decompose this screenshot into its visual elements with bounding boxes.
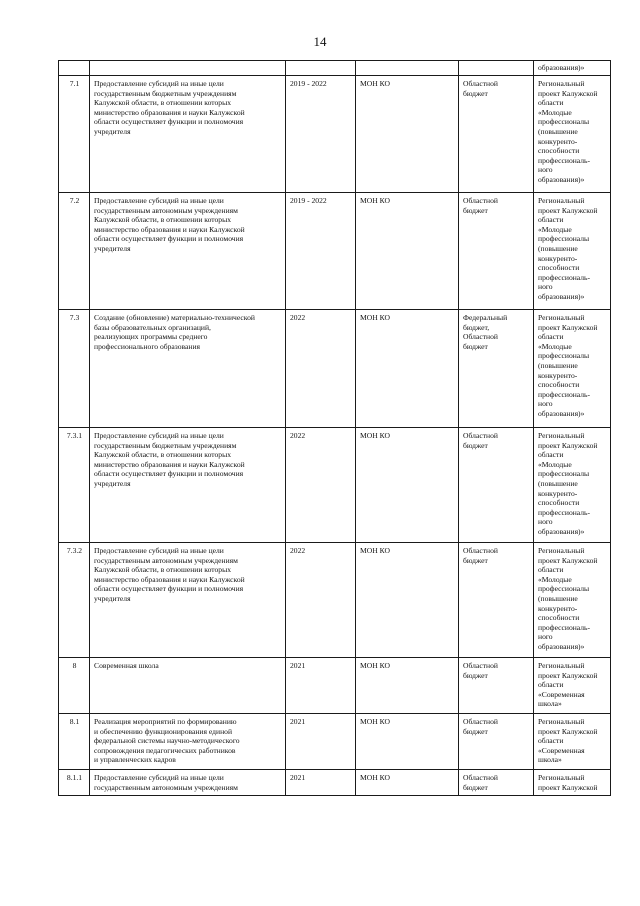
cell-project-line: способности — [538, 380, 580, 390]
cell-finance-line: Областной — [463, 332, 498, 342]
cell-text — [90, 310, 286, 428]
cell-text-line: Предоставление субсидий на иные цели — [94, 196, 224, 205]
cell-finance-line: Областной — [463, 717, 498, 726]
cell-project-line: конкуренто- — [538, 370, 578, 380]
cell-finance-line: Областной — [463, 431, 498, 440]
table-row — [59, 76, 611, 193]
cell-project — [534, 428, 611, 543]
cell-text-line: Современная школа — [94, 661, 159, 670]
cell-text-line: учредителя — [94, 243, 131, 253]
cell-text-line: области осуществляет функции и полномочия — [94, 234, 244, 244]
cell-project: образования)» — [534, 61, 611, 76]
cell-text-line: учредителя — [94, 478, 131, 488]
cell-project — [534, 310, 611, 428]
cell-finance — [459, 714, 534, 770]
cell-finance — [459, 193, 534, 310]
table-row — [59, 770, 611, 796]
cell-text-line: государственным бюджетным учреждениям — [94, 440, 237, 450]
cell-project-line: конкуренто- — [538, 603, 578, 613]
cell-project-line: (повышение — [538, 360, 578, 370]
cell-num: 7.2 — [59, 193, 90, 310]
table-row — [59, 714, 611, 770]
cell-project-line: конкуренто- — [538, 488, 578, 498]
cell-text — [90, 714, 286, 770]
cell-project-line: образования)» — [538, 174, 585, 184]
cell-years: 2022 — [286, 543, 356, 658]
cell-project-line: конкуренто- — [538, 136, 578, 146]
cell-project-line: школа» — [538, 699, 562, 709]
table-row — [59, 428, 611, 543]
cell-project — [534, 714, 611, 770]
cell-project-line: области — [538, 565, 564, 575]
cell-project-line: «Молодые — [538, 574, 572, 584]
cell-project — [534, 193, 611, 310]
cell-project-line: (повышение — [538, 593, 578, 603]
cell-finance — [459, 310, 534, 428]
cell-text — [90, 193, 286, 310]
cell-executor: МОН КО — [356, 770, 459, 796]
cell-project-line: проект Калужской — [538, 726, 598, 736]
cell-project-line: Региональный — [538, 79, 585, 88]
cell-project-line: проект Калужской — [538, 205, 598, 215]
cell-finance-line: бюджет, — [463, 322, 490, 332]
cell-years: 2019 - 2022 — [286, 193, 356, 310]
cell-finance — [459, 76, 534, 193]
cell-text — [90, 543, 286, 658]
cell-project-line: ного — [538, 282, 553, 292]
cell-num: 8 — [59, 658, 90, 714]
cell-text-line: области осуществляет функции и полномочия — [94, 469, 244, 479]
cell-years: 2019 - 2022 — [286, 76, 356, 193]
cell-text-line: профессионального образования — [94, 341, 201, 351]
cell-executor: МОН КО — [356, 543, 459, 658]
cell-project-line: профессиональ- — [538, 155, 591, 165]
cell-text-line: учредителя — [94, 126, 131, 136]
cell-text-line: сопровождения педагогических работников — [94, 745, 236, 755]
cell-project-line: (повышение — [538, 243, 578, 253]
cell-text-line: Калужской области, в отношении которых — [94, 98, 231, 108]
cell-finance-line: бюджет — [463, 88, 488, 98]
cell-executor: МОН КО — [356, 76, 459, 193]
cell-finance-line: Федеральный — [463, 313, 508, 322]
cell-text-line: государственным автономным учреждениям — [94, 555, 238, 565]
cell-project-line: Региональный — [538, 717, 585, 726]
cell-project-line: «Молодые — [538, 107, 572, 117]
cell-text-line: области осуществляет функции и полномочия — [94, 117, 244, 127]
cell-project-line: проект Калужской — [538, 782, 598, 792]
cell-project-line: образования)» — [538, 526, 585, 536]
measures-table — [58, 60, 611, 796]
cell-project-line: конкуренто- — [538, 253, 578, 263]
cell-project-line: Региональный — [538, 546, 585, 555]
cell-text — [90, 770, 286, 796]
cell-years: 2021 — [286, 714, 356, 770]
table-row — [59, 543, 611, 658]
table-row — [59, 658, 611, 714]
cell-num: 8.1 — [59, 714, 90, 770]
cell-project-line: проект Калужской — [538, 88, 598, 98]
cell-finance-line: бюджет — [463, 205, 488, 215]
cell-project-line: способности — [538, 498, 580, 508]
cell-project-line: профессиональ- — [538, 389, 591, 399]
cell-project-line: профессионалы — [538, 351, 590, 361]
cell-project — [534, 76, 611, 193]
cell-num: 8.1.1 — [59, 770, 90, 796]
cell-project-line: области — [538, 332, 564, 342]
cell-finance — [459, 543, 534, 658]
table-row — [59, 310, 611, 428]
cell-project-line: профессионалы — [538, 117, 590, 127]
cell-project-line: образования)» — [538, 408, 585, 418]
cell-project-line: ного — [538, 165, 553, 175]
cell-project-line: профессионалы — [538, 584, 590, 594]
cell-project-line: (повышение — [538, 126, 578, 136]
table-row-continuation — [59, 61, 611, 76]
cell-project-line: Региональный — [538, 773, 585, 782]
cell-text-line: Реализация мероприятий по формированию — [94, 717, 237, 726]
cell-finance — [459, 770, 534, 796]
cell-text-line: государственным бюджетным учреждениям — [94, 88, 237, 98]
cell-executor: МОН КО — [356, 714, 459, 770]
cell-num: 7.3.2 — [59, 543, 90, 658]
cell-text — [90, 61, 286, 76]
cell-project-line: способности — [538, 613, 580, 623]
cell-executor — [356, 61, 459, 76]
cell-project-line: профессиональ- — [538, 272, 591, 282]
cell-text-line: Предоставление субсидий на иные цели — [94, 79, 224, 88]
cell-executor: МОН КО — [356, 428, 459, 543]
cell-project-line: проект Калужской — [538, 670, 598, 680]
cell-text-line: Калужской области, в отношении которых — [94, 450, 231, 460]
cell-text-line: министерство образования и науки Калужской — [94, 224, 245, 234]
cell-project-line: профессиональ- — [538, 507, 591, 517]
cell-finance-line: бюджет — [463, 782, 488, 792]
cell-finance-line: бюджет — [463, 726, 488, 736]
cell-finance-line: бюджет — [463, 670, 488, 680]
cell-finance-line: бюджет — [463, 341, 488, 351]
page-number: 14 — [313, 34, 327, 49]
cell-text-line: Предоставление субсидий на иные цели — [94, 773, 224, 782]
cell-executor: МОН КО — [356, 310, 459, 428]
cell-text-line: министерство образования и науки Калужской — [94, 459, 245, 469]
cell-project-line: проект Калужской — [538, 440, 598, 450]
cell-project-line: проект Калужской — [538, 322, 598, 332]
cell-project-line: профессионалы — [538, 234, 590, 244]
cell-text-line: Калужской области, в отношении которых — [94, 215, 231, 225]
cell-text-line: министерство образования и науки Калужской — [94, 107, 245, 117]
cell-finance — [459, 658, 534, 714]
cell-project-line: «Современная — [538, 745, 585, 755]
cell-project-line: способности — [538, 263, 580, 273]
cell-text-line: министерство образования и науки Калужской — [94, 574, 245, 584]
cell-num: 7.1 — [59, 76, 90, 193]
cell-num: 7.3.1 — [59, 428, 90, 543]
cell-years: 2022 — [286, 428, 356, 543]
cell-project-line: способности — [538, 146, 580, 156]
cell-project-line: образования)» — [538, 291, 585, 301]
cell-num — [59, 61, 90, 76]
cell-years — [286, 61, 356, 76]
cell-years: 2021 — [286, 770, 356, 796]
cell-project-line: Региональный — [538, 313, 585, 322]
cell-executor: МОН КО — [356, 658, 459, 714]
cell-text-line: и обеспечению функционирования единой — [94, 726, 233, 736]
cell-finance-line: Областной — [463, 79, 498, 88]
cell-project-line: (повышение — [538, 478, 578, 488]
cell-project-line: области — [538, 215, 564, 225]
cell-project-line: «Современная — [538, 689, 585, 699]
cell-text-line: Создание (обновление) материально-технической — [94, 313, 255, 322]
cell-text — [90, 428, 286, 543]
cell-text-line: федеральной системы научно-методического — [94, 736, 240, 746]
cell-text-line: Предоставление субсидий на иные цели — [94, 546, 224, 555]
cell-text — [90, 76, 286, 193]
cell-project — [534, 770, 611, 796]
cell-project-line: ного — [538, 399, 553, 409]
cell-project-line: Региональный — [538, 661, 585, 670]
cell-text-line: государственным автономным учреждениям — [94, 782, 238, 792]
cell-project-line: Региональный — [538, 431, 585, 440]
table-row — [59, 193, 611, 310]
cell-text-line: Предоставление субсидий на иные цели — [94, 431, 224, 440]
cell-finance-line: бюджет — [463, 440, 488, 450]
cell-finance — [459, 428, 534, 543]
cell-text — [90, 658, 286, 714]
cell-project-line: области — [538, 736, 564, 746]
cell-finance-line: бюджет — [463, 555, 488, 565]
cell-text-line: государственным автономным учреждениям — [94, 205, 238, 215]
cell-text-line: Калужской области, в отношении которых — [94, 565, 231, 575]
cell-years: 2022 — [286, 310, 356, 428]
cell-project-line: «Молодые — [538, 224, 572, 234]
cell-project-line: «Молодые — [538, 459, 572, 469]
cell-finance-line: Областной — [463, 661, 498, 670]
cell-num: 7.3 — [59, 310, 90, 428]
cell-years: 2021 — [286, 658, 356, 714]
cell-text-line: и управленческих кадров — [94, 755, 176, 765]
cell-project-line: проект Калужской — [538, 555, 598, 565]
cell-finance-line: Областной — [463, 196, 498, 205]
cell-project — [534, 543, 611, 658]
cell-text-line: учредителя — [94, 593, 131, 603]
cell-project-line: ного — [538, 517, 553, 527]
cell-text-line: области осуществляет функции и полномочия — [94, 584, 244, 594]
cell-text-line: реализующих программы среднего — [94, 332, 208, 342]
cell-finance-line: Областной — [463, 773, 498, 782]
cell-executor: МОН КО — [356, 193, 459, 310]
cell-project-line: Региональный — [538, 196, 585, 205]
cell-project-line: профессиональ- — [538, 622, 591, 632]
cell-project-line: профессионалы — [538, 469, 590, 479]
cell-project-line: области — [538, 98, 564, 108]
cell-text-line: базы образовательных организаций, — [94, 322, 211, 332]
cell-finance-line: Областной — [463, 546, 498, 555]
cell-project-line: области — [538, 450, 564, 460]
cell-project-line: школа» — [538, 755, 562, 765]
cell-project-line: ного — [538, 632, 553, 642]
cell-project-line: «Молодые — [538, 341, 572, 351]
cell-project-line: образования)» — [538, 641, 585, 651]
cell-project-line: области — [538, 680, 564, 690]
cell-project — [534, 658, 611, 714]
cell-finance — [459, 61, 534, 76]
